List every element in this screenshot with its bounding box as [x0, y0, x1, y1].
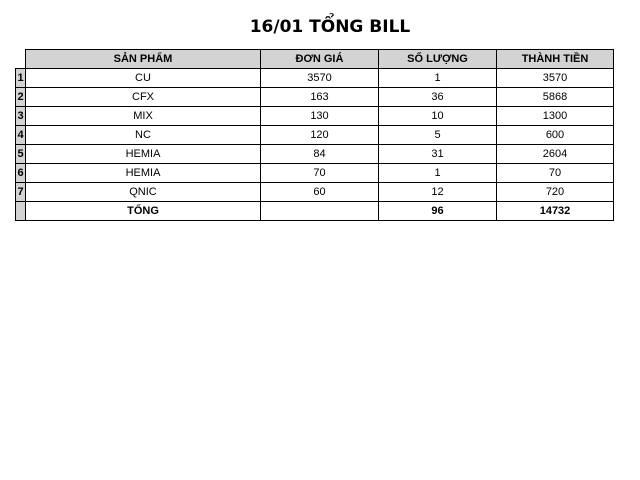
table-row — [16, 107, 614, 126]
cell-amount: 2604 — [497, 145, 614, 164]
cell-quantity: 1 — [379, 164, 497, 183]
cell-amount: 720 — [497, 183, 614, 202]
cell-product: MIX — [26, 107, 261, 126]
cell-unit-price: 163 — [261, 88, 379, 107]
total-quantity: 96 — [379, 202, 497, 221]
cell-amount: 70 — [497, 164, 614, 183]
cell-product: QNIC — [26, 183, 261, 202]
cell-unit-price: 60 — [261, 183, 379, 202]
header-amount: THÀNH TIỀN — [497, 50, 614, 69]
cell-quantity: 5 — [379, 126, 497, 145]
header-quantity: SỐ LƯỢNG — [379, 50, 497, 69]
cell-unit-price: 3570 — [261, 69, 379, 88]
cell-product: CU — [26, 69, 261, 88]
row-index-blank — [16, 202, 26, 221]
total-unit-price — [261, 202, 379, 221]
cell-product: HEMIA — [26, 145, 261, 164]
corner-cell — [16, 50, 26, 69]
cell-amount: 3570 — [497, 69, 614, 88]
cell-product: CFX — [26, 88, 261, 107]
cell-unit-price: 130 — [261, 107, 379, 126]
header-row — [16, 50, 614, 69]
cell-amount: 1300 — [497, 107, 614, 126]
cell-quantity: 10 — [379, 107, 497, 126]
row-index: 4 — [16, 126, 26, 145]
total-row — [16, 202, 614, 221]
cell-unit-price: 84 — [261, 145, 379, 164]
row-index: 2 — [16, 88, 26, 107]
cell-quantity: 1 — [379, 69, 497, 88]
row-index: 5 — [16, 145, 26, 164]
table-row — [16, 145, 614, 164]
table-row — [16, 183, 614, 202]
cell-product: NC — [26, 126, 261, 145]
table-row — [16, 69, 614, 88]
row-index: 7 — [16, 183, 26, 202]
cell-amount: 600 — [497, 126, 614, 145]
cell-quantity: 12 — [379, 183, 497, 202]
header-unit-price: ĐƠN GIÁ — [261, 50, 379, 69]
cell-quantity: 36 — [379, 88, 497, 107]
bill-table — [15, 49, 614, 221]
table-row — [16, 126, 614, 145]
header-product: SẢN PHẨM — [26, 50, 261, 69]
row-index: 1 — [16, 69, 26, 88]
page-title: 16/01 TỔNG BILL — [249, 17, 411, 37]
cell-unit-price: 120 — [261, 126, 379, 145]
cell-product: HEMIA — [26, 164, 261, 183]
cell-unit-price: 70 — [261, 164, 379, 183]
total-amount: 14732 — [497, 202, 614, 221]
row-index: 3 — [16, 107, 26, 126]
cell-quantity: 31 — [379, 145, 497, 164]
table-row — [16, 88, 614, 107]
table-row — [16, 164, 614, 183]
cell-amount: 5868 — [497, 88, 614, 107]
total-label: TỔNG — [26, 202, 261, 221]
row-index: 6 — [16, 164, 26, 183]
